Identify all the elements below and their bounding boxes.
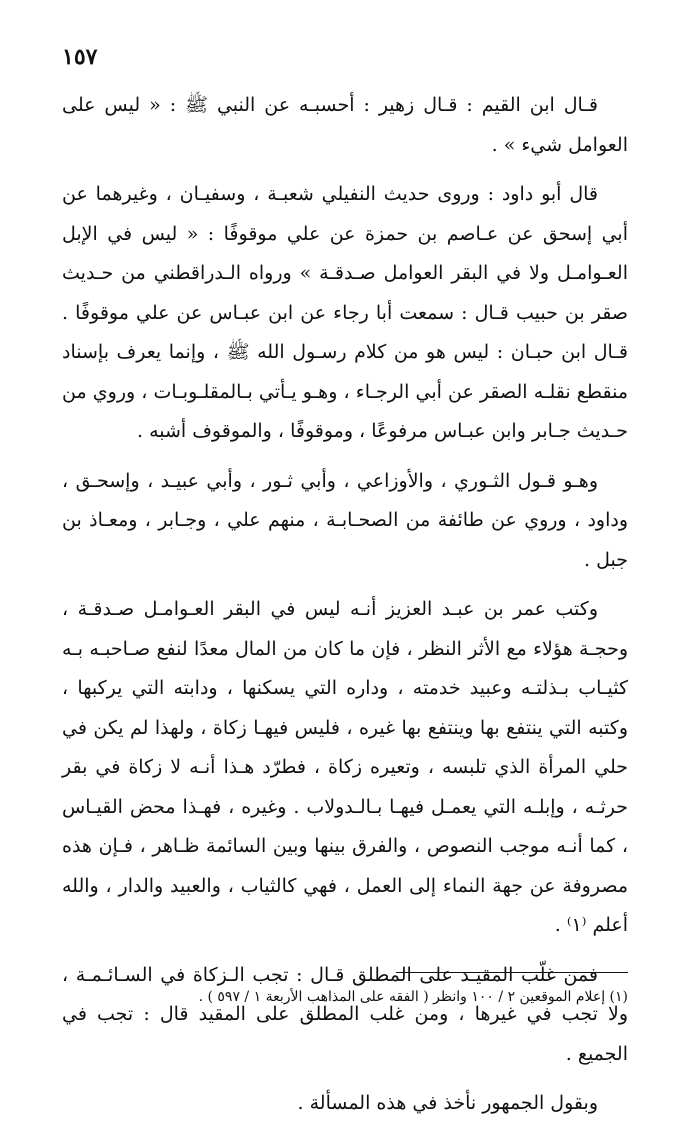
- paragraph-restricted-absolute: فمن غلّب المقيـد على المطلق قـال : تجب الـزكاة في السـائـمـة ، ولا تجب في غيرها ، ومن غلب المطلق على المقيد قال : تجب في الجميع .: [62, 963, 628, 1065]
- body-text: [62, 86, 628, 1134]
- paragraph-umar-letter: وكتب عمر بن عبـد العزيز أنـه ليس في البقر العـوامـل صـدقـة ، وحجـة هؤلاء مع الأثر النظر ، فإن ما كان من المال معدًا لنفع صـاحبـه بـه كثيـاب بـذلتـه وعبيد خدمته ، وداره التي يسكنها ، ودابته التي يركبها ، وكتبه التي ينتفع بها وينتفع بها غيره ، فليس فيهـا زكاة ، ولهذا لم يكن في حلي المرأة الذي تلبسه ، وتعيره زكاة ، فطرّد هـذا أنـه لا زكاة في بقر حرثـه ، وإبلـه التي يعمـل فيهـا بـالـدولاب . وغيره ، فهـذا محض القيـاس ، كما أنـه موجب النصوص ، والفرق بينها وبين السائمة ظـاهر ، فـإن هذه مصروفة عن جهة النماء إلى العمل ، فهي كالثياب ، والعبيد والدار ، والله أعلم ⁽١⁾ .: [62, 598, 628, 936]
- paragraph-ibn-alqayyim: قـال ابن القيم : قـال زهير : أحسبـه عن النبي ﷺ : « ليس على العوامل شيء » .: [62, 94, 628, 156]
- paragraph-conclusion: وبقول الجمهور نأخذ في هذه المسألة .: [297, 1092, 598, 1114]
- footnote: (١) إعلام الموقعين ٢ / ١٠٠ وانظر ( الفقه على المذاهب الأربعة ١ / ٥٩٧ ) .: [198, 989, 628, 1005]
- footnote-divider: [396, 972, 628, 973]
- page-number: ١٥٧: [62, 44, 98, 70]
- paragraph-abu-dawud: قال أبو داود : وروى حديث النفيلي شعبـة ، وسفيـان ، وغيرهما عن أبي إسحق عن عـاصم بن حمزة عن علي موقوفًا : « ليس في الإبل العـوامـل ولا في البقر العوامل صـدقـة » ورواه الـدراقطني من حـديث صقر بن حبيب قـال : سمعت أبا رجاء عن ابن عبـاس عن علي موقوفًا . قـال ابن حبـان : ليس هو من كلام رسـول الله ﷺ ، وإنما يعرف بإسناد منقطع نقلـه الصقر عن أبي الرجـاء ، وهـو يـأتي بـالمقلـوبـات ، وروي من حـديث جـابر وابن عبـاس مرفوعًا ، وموقوفًا ، والموقوف أشبه .: [62, 183, 628, 442]
- paragraph-scholars-view: وهـو قـول الثـوري ، والأوزاعي ، وأبي ثـور ، وأبي عبيـد ، وإسحـق ، وداود ، وروي عن طائفة من الصحـابـة ، منهم علي ، وجـابر ، ومعـاذ بن جبل .: [62, 469, 628, 571]
